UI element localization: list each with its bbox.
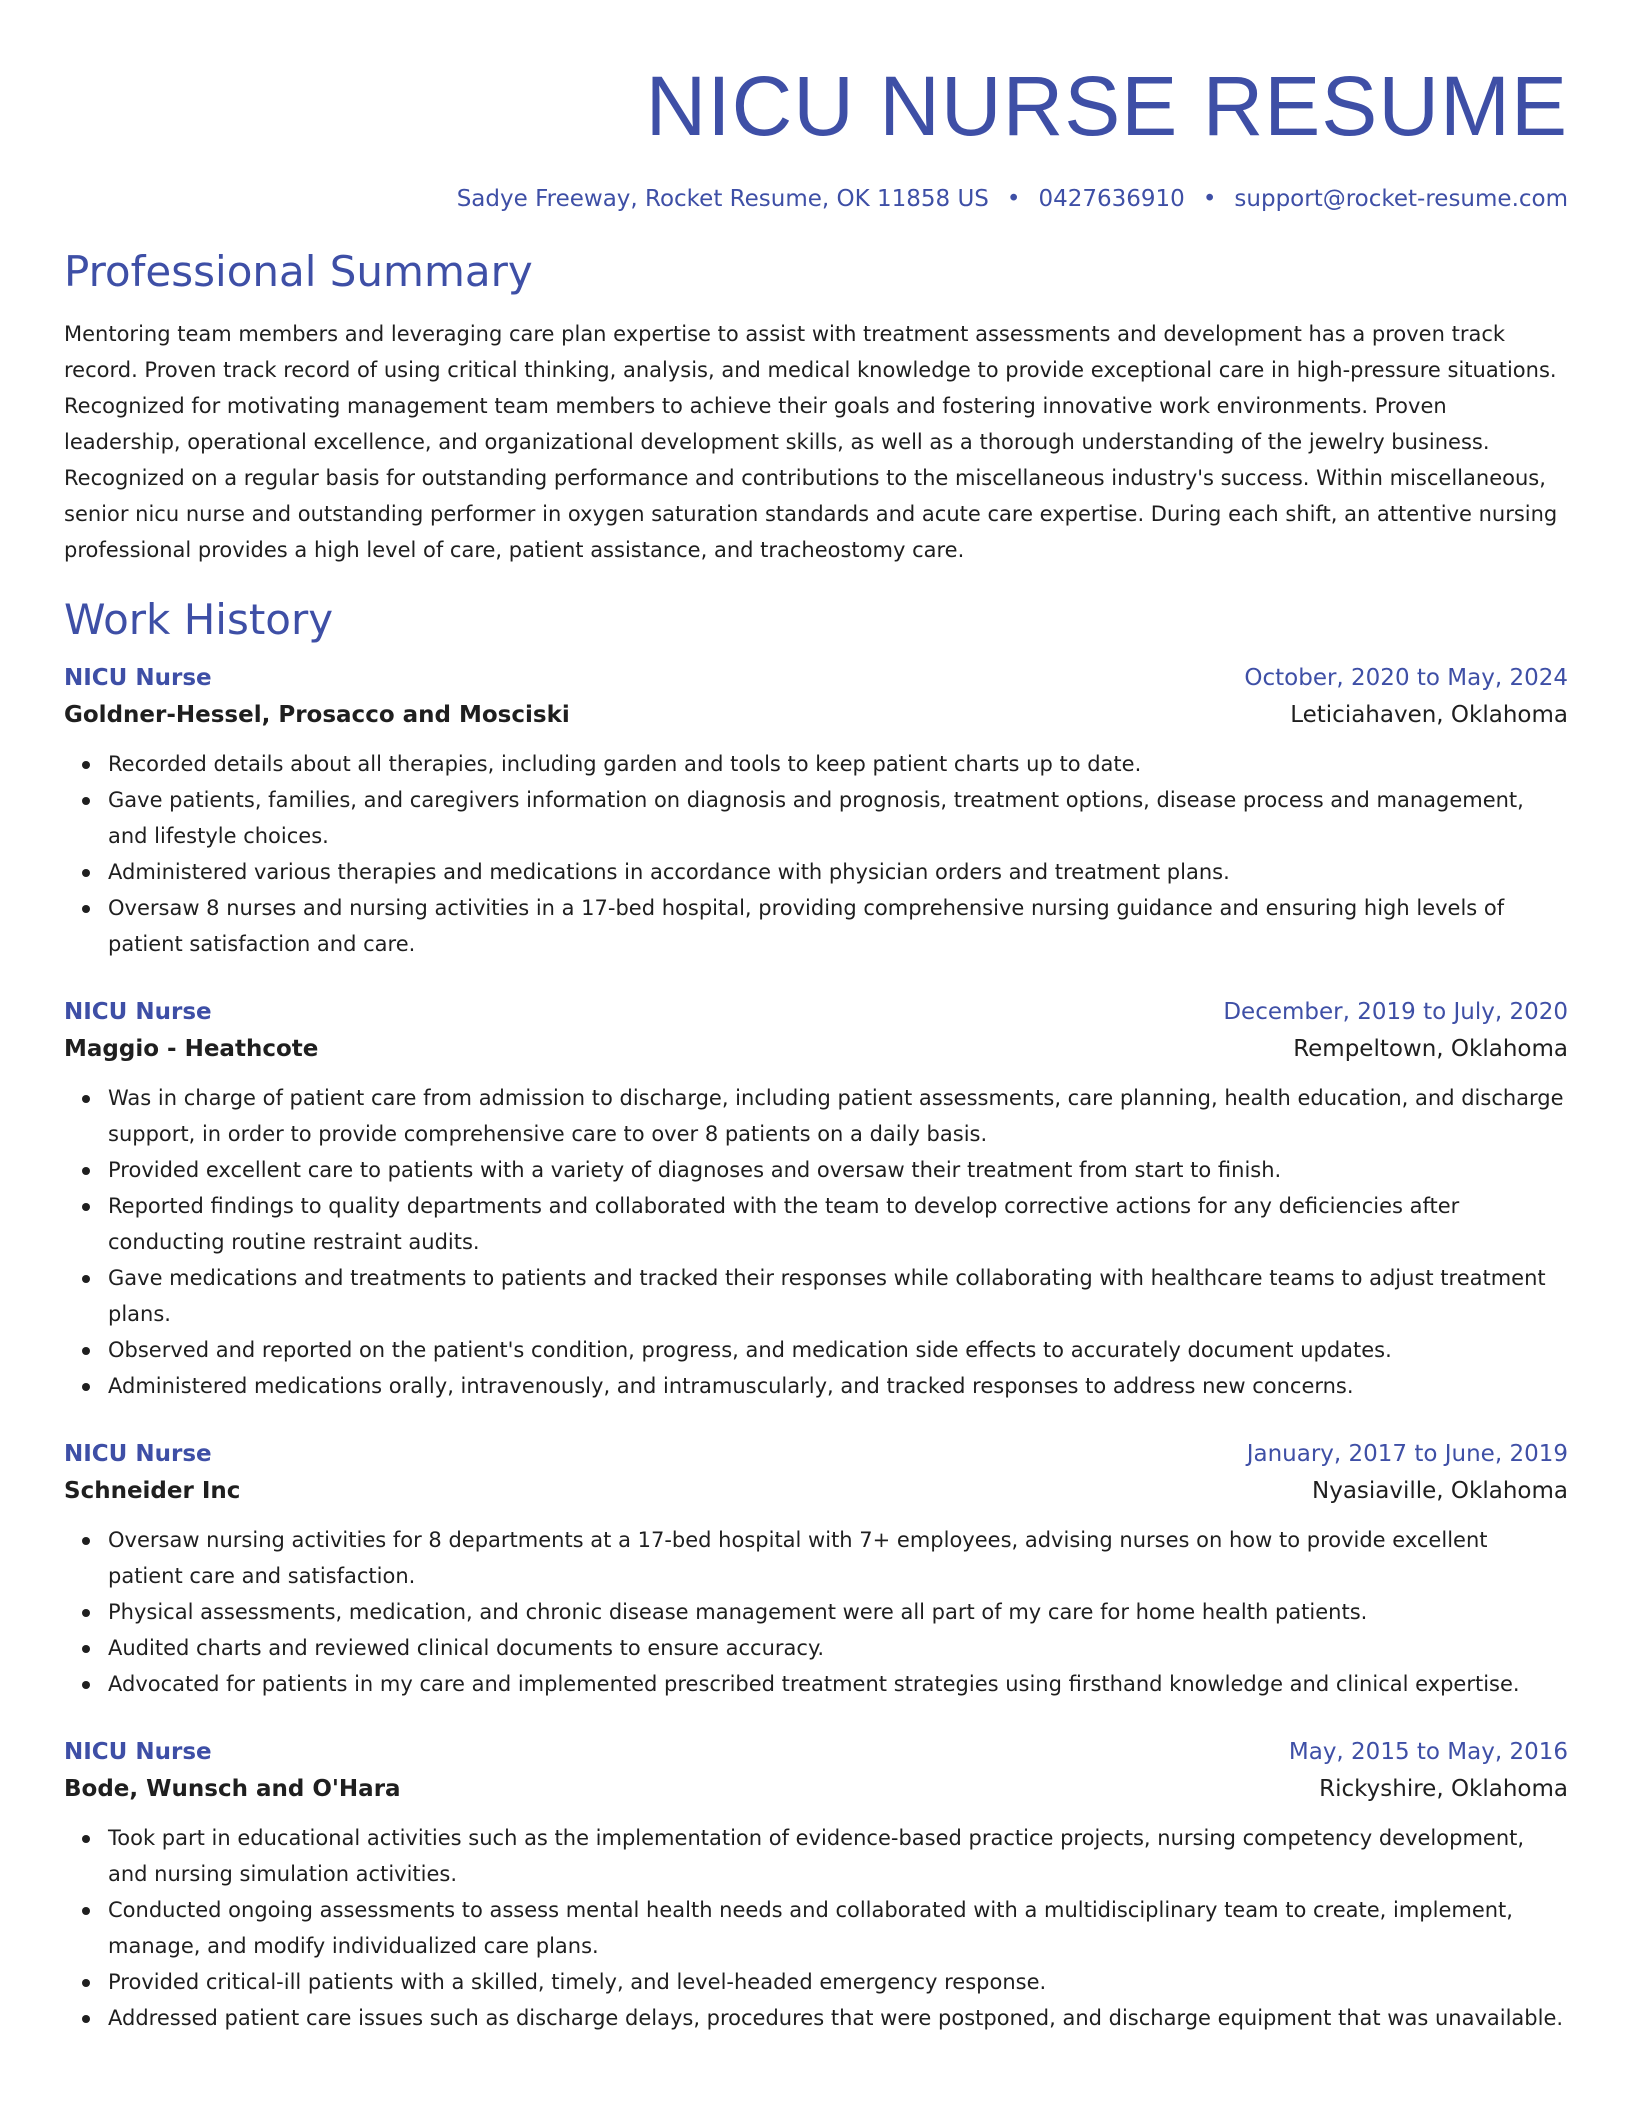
- job-bullet: Oversaw nursing activities for 8 departments at a 17-bed hospital with 7+ employees, advising nurses on how to provide excellent patient care and satisfaction.: [108, 1522, 1568, 1594]
- job-bullet-list: [64, 1080, 1568, 1404]
- work-history-heading: Work History: [64, 595, 334, 644]
- job-dates: December, 2019 to July, 2020: [1223, 999, 1568, 1025]
- job-title: NICU Nurse: [64, 1739, 212, 1765]
- job-bullet: Addressed patient care issues such as discharge delays, procedures that were postponed, and discharge equipment that was unavailable.: [108, 2000, 1568, 2036]
- summary-text: Mentoring team members and leveraging care plan expertise to assist with treatment assessments and development has a proven track record. Proven track record of using critical thinking, analysis, and medical knowledge to provide exceptional care in high-pressure situations. Recognized for motivating management team members to achieve their goals and fostering innovative work environments. Proven leadership, operational excellence, and organizational development skills, as well as a thorough understanding of the jewelry business. Recognized on a regular basis for outstanding performance and contributions to the miscellaneous industry's success. Within miscellaneous, senior nicu nurse and outstanding performer in oxygen saturation standards and acute care expertise. During each shift, an attentive nursing professional provides a high level of care, patient assistance, and tracheostomy care.: [64, 322, 1558, 562]
- job-dates: May, 2015 to May, 2016: [1288, 1739, 1568, 1765]
- job-bullet: Gave medications and treatments to patients and tracked their responses while collaborating with healthcare teams to adjust treatment plans.: [108, 1260, 1568, 1332]
- job-location: Leticiahaven, Oklahoma: [1290, 702, 1568, 728]
- job-bullet: Took part in educational activities such as the implementation of evidence-based practice projects, nursing competency development, and nursing simulation activities.: [108, 1820, 1568, 1892]
- job-company-row: [64, 1030, 1568, 1068]
- job-location: Rempeltown, Oklahoma: [1293, 1036, 1568, 1062]
- job-company: Maggio - Heathcote: [64, 1036, 319, 1062]
- job-bullet-list: [64, 746, 1568, 962]
- work-history-list: [64, 660, 1568, 2036]
- contact-phone: 0427636910: [1038, 186, 1185, 212]
- job-header-row: [64, 660, 1568, 696]
- job-company-row: [64, 696, 1568, 734]
- job-entry: [64, 1734, 1568, 2036]
- job-company: Schneider Inc: [64, 1478, 241, 1504]
- job-bullet-list: [64, 1522, 1568, 1702]
- contact-line: [64, 184, 1568, 214]
- job-header-row: [64, 1734, 1568, 1770]
- job-header-row: [64, 1436, 1568, 1472]
- job-dates: October, 2020 to May, 2024: [1244, 665, 1568, 691]
- job-bullet: Conducted ongoing assessments to assess mental health needs and collaborated with a multidisciplinary team to create, implement, manage, and modify individualized care plans.: [108, 1892, 1568, 1964]
- job-bullet: Reported findings to quality departments and collaborated with the team to develop corrective actions for any deficiencies after conducting routine restraint audits.: [108, 1188, 1568, 1260]
- resume-page: [64, 0, 1568, 2036]
- resume-title: NICU NURSE RESUME: [645, 59, 1568, 153]
- job-dates: January, 2017 to June, 2019: [1246, 1441, 1568, 1467]
- job-bullet-list: [64, 1820, 1568, 2036]
- job-bullet: Recorded details about all therapies, including garden and tools to keep patient charts up to date.: [108, 746, 1568, 782]
- job-company-row: [64, 1770, 1568, 1808]
- job-bullet: Advocated for patients in my care and implemented prescribed treatment strategies using firsthand knowledge and clinical expertise.: [108, 1666, 1568, 1702]
- job-bullet: Was in charge of patient care from admission to discharge, including patient assessments, care planning, health education, and discharge support, in order to provide comprehensive care to over 8 patients on a daily basis.: [108, 1080, 1568, 1152]
- job-location: Nyasiaville, Oklahoma: [1312, 1478, 1568, 1504]
- job-bullet: Oversaw 8 nurses and nursing activities in a 17-bed hospital, providing comprehensive nursing guidance and ensuring high levels of patient satisfaction and care.: [108, 890, 1568, 962]
- contact-separator: •: [1006, 186, 1021, 212]
- job-bullet: Audited charts and reviewed clinical documents to ensure accuracy.: [108, 1630, 1568, 1666]
- job-company-row: [64, 1472, 1568, 1510]
- summary-heading: Professional Summary: [64, 247, 533, 296]
- contact-separator: •: [1202, 186, 1217, 212]
- contact-email: support@rocket-resume.com: [1234, 186, 1568, 212]
- job-entry: [64, 994, 1568, 1404]
- job-title: NICU Nurse: [64, 665, 212, 691]
- job-entry: [64, 1436, 1568, 1702]
- job-title: NICU Nurse: [64, 999, 212, 1025]
- job-bullet: Administered medications orally, intravenously, and intramuscularly, and tracked responses to address new concerns.: [108, 1368, 1568, 1404]
- job-header-row: [64, 994, 1568, 1030]
- job-title: NICU Nurse: [64, 1441, 212, 1467]
- job-company: Bode, Wunsch and O'Hara: [64, 1776, 401, 1802]
- job-entry: [64, 660, 1568, 962]
- contact-address: Sadye Freeway, Rocket Resume, OK 11858 US: [456, 186, 989, 212]
- job-bullet: Administered various therapies and medications in accordance with physician orders and treatment plans.: [108, 854, 1568, 890]
- job-bullet: Gave patients, families, and caregivers information on diagnosis and prognosis, treatment options, disease process and management, and lifestyle choices.: [108, 782, 1568, 854]
- job-bullet: Provided excellent care to patients with a variety of diagnoses and oversaw their treatment from start to finish.: [108, 1152, 1568, 1188]
- job-bullet: Provided critical-ill patients with a skilled, timely, and level-headed emergency response.: [108, 1964, 1568, 2000]
- job-location: Rickyshire, Oklahoma: [1319, 1776, 1568, 1802]
- job-company: Goldner-Hessel, Prosacco and Mosciski: [64, 702, 570, 728]
- job-bullet: Physical assessments, medication, and chronic disease management were all part of my care for home health patients.: [108, 1594, 1568, 1630]
- job-bullet: Observed and reported on the patient's condition, progress, and medication side effects to accurately document updates.: [108, 1332, 1568, 1368]
